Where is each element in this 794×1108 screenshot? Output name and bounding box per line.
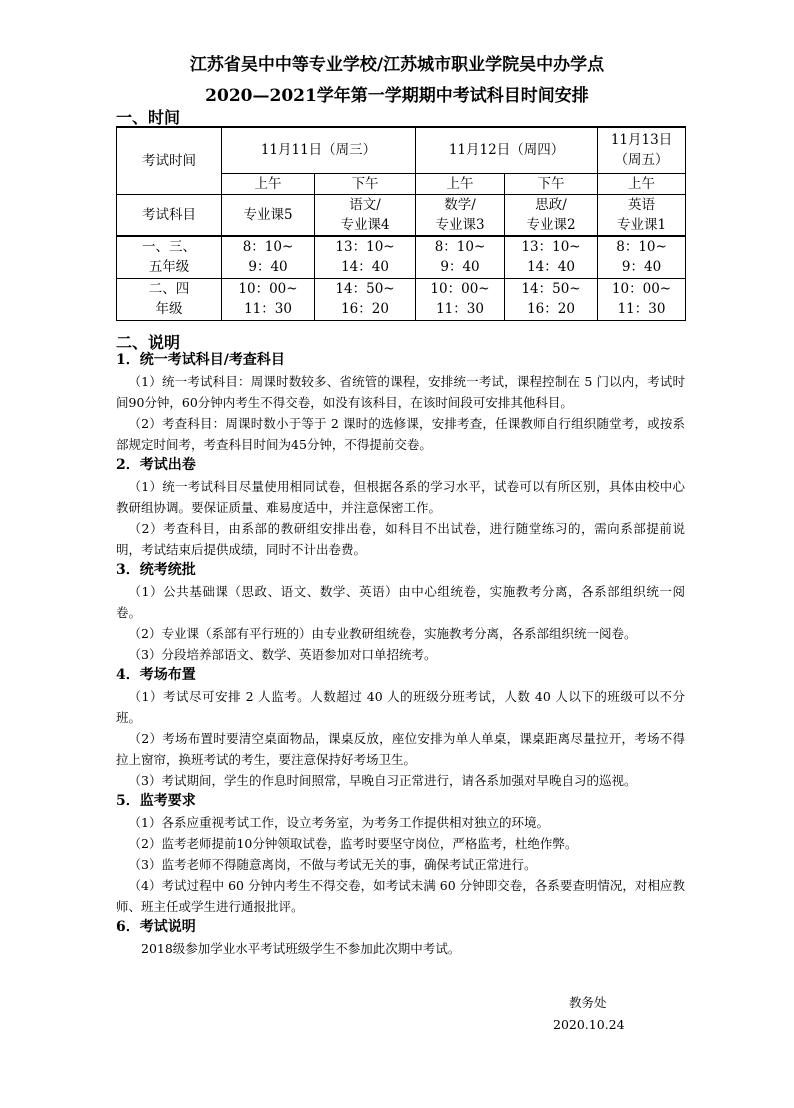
- item-title: 4．考场布置: [116, 667, 196, 683]
- time-cell: 10：00~ 11：30: [222, 278, 315, 320]
- time-cell: 14：50~ 16：20: [505, 278, 598, 320]
- day-header: 11月11日（周三）: [222, 127, 416, 173]
- subject-cell: 数学/ 专业课3: [416, 194, 505, 236]
- time-cell: 10：00~ 11：30: [598, 278, 686, 320]
- item-title: 3．统考统批: [116, 562, 196, 578]
- subject-cell: 语文/ 专业课4: [315, 194, 416, 236]
- document-title: 江苏省吴中中等专业学校/江苏城市职业学院吴中办学点: [189, 55, 605, 75]
- time-cell: 10：00~ 11：30: [416, 278, 505, 320]
- time-cell: 13：10~ 14：40: [315, 236, 416, 278]
- paragraph: 2018级参加学业水平考试班级学生不参加此次期中考试。: [141, 941, 461, 956]
- paragraph: （2）专业课（系部有平行班的）由专业教研组统卷，实施教考分离，各系部组织统一阅卷。: [128, 626, 637, 641]
- half-day-header: 下午: [315, 173, 416, 194]
- row-label-exam-time: 考试时间: [117, 127, 222, 194]
- signature-date: 2020.10.24: [553, 1017, 625, 1032]
- row-label-subject: 考试科目: [117, 194, 222, 236]
- paragraph: （4）考试过程中 60 分钟内考生不得交卷，如考试未满 60 分钟即交卷，各系要查明情况，对相应教师、班主任或学生进行通报批评。: [116, 878, 685, 914]
- paragraph: （2）监考老师提前10分钟领取试卷，监考时要坚守岗位，严格监考，杜绝作弊。: [128, 836, 578, 851]
- paragraph: （1）考试尽可安排 2 人监考。人数超过 40 人的班级分班考试，人数 40 人以下的班级可以不分班。: [116, 689, 685, 725]
- item-title: 1．统一考试科目/考查科目: [116, 352, 285, 368]
- paragraph: （3）考试期间，学生的作息时间照常，早晚自习正常进行，请各系加强对早晚自习的巡视。: [128, 773, 637, 788]
- day-header: 11月12日（周四）: [416, 127, 598, 173]
- signature-office: 教务处: [569, 995, 607, 1010]
- paragraph: （1）各系应重视考试工作，设立考务室，为考务工作提供相对独立的环境。: [128, 815, 549, 830]
- time-cell: 8：10~ 9：40: [598, 236, 686, 278]
- half-day-header: 上午: [222, 173, 315, 194]
- paragraph: （2）考场布置时要清空桌面物品，课桌反放，座位安排为单人单桌，课桌距离尽量拉开，考场不得拉上窗帘，换班考试的考生，要注意保持好考场卫生。: [116, 731, 685, 767]
- time-cell: 13：10~ 14：40: [505, 236, 598, 278]
- notes-body: [116, 350, 685, 959]
- exam-schedule-table: [116, 126, 686, 321]
- paragraph: （1）统一考试科目：周课时数较多、省统管的课程，安排统一考试，课程控制在 5 门以内，考试时间90分钟，60分钟内考生不得交卷，如没有该科目，在该时间段可安排其他科目。: [116, 374, 685, 410]
- item-title: 2．考试出卷: [116, 457, 196, 473]
- half-day-header: 下午: [505, 173, 598, 194]
- paragraph: （1）公共基础课（思政、语文、数学、英语）由中心组统卷，实施教考分离，各系部组织统一阅卷。: [116, 584, 685, 620]
- time-cell: 8：10~ 9：40: [222, 236, 315, 278]
- section-notes-heading: 二、说明: [116, 333, 181, 352]
- item-title: 5．监考要求: [116, 793, 196, 809]
- paragraph: （2）考查科目：周课时数小于等于 2 课时的选修课，安排考查，任课教师自行组织随堂考，或按系部规定时间考，考查科目时间为45分钟，不得提前交卷。: [116, 416, 685, 452]
- time-cell: 8：10~ 9：40: [416, 236, 505, 278]
- time-cell: 14：50~ 16：20: [315, 278, 416, 320]
- subject-cell: 思政/ 专业课2: [505, 194, 598, 236]
- document-subtitle: 2020—2021学年第一学期期中考试科目时间安排: [205, 86, 589, 106]
- half-day-header: 上午: [416, 173, 505, 194]
- day-header: 11月13日 （周五）: [598, 127, 686, 173]
- item-title: 6．考试说明: [116, 919, 196, 935]
- paragraph: （1）统一考试科目尽量使用相同试卷，但根据各系的学习水平，试卷可以有所区别，具体由校中心教研组协调。要保证质量、难易度适中，并注意保密工作。: [116, 479, 685, 515]
- paragraph: （2）考查科目，由系部的教研组安排出卷，如科目不出试卷，进行随堂练习的，需向系部提前说明，考试结束后提供成绩，同时不计出卷费。: [116, 521, 685, 557]
- grade-label: 二、四 年级: [117, 278, 222, 320]
- half-day-header: 上午: [598, 173, 686, 194]
- subject-cell: 英语 专业课1: [598, 194, 686, 236]
- paragraph: （3）分段培养部语文、数学、英语参加对口单招统考。: [128, 647, 437, 662]
- subject-cell: 专业课5: [222, 194, 315, 236]
- grade-label: 一、三、 五年级: [117, 236, 222, 278]
- paragraph: （3）监考老师不得随意离岗，不做与考试无关的事，确保考试正常进行。: [128, 857, 537, 872]
- section-time-heading: 一、时间: [116, 108, 181, 127]
